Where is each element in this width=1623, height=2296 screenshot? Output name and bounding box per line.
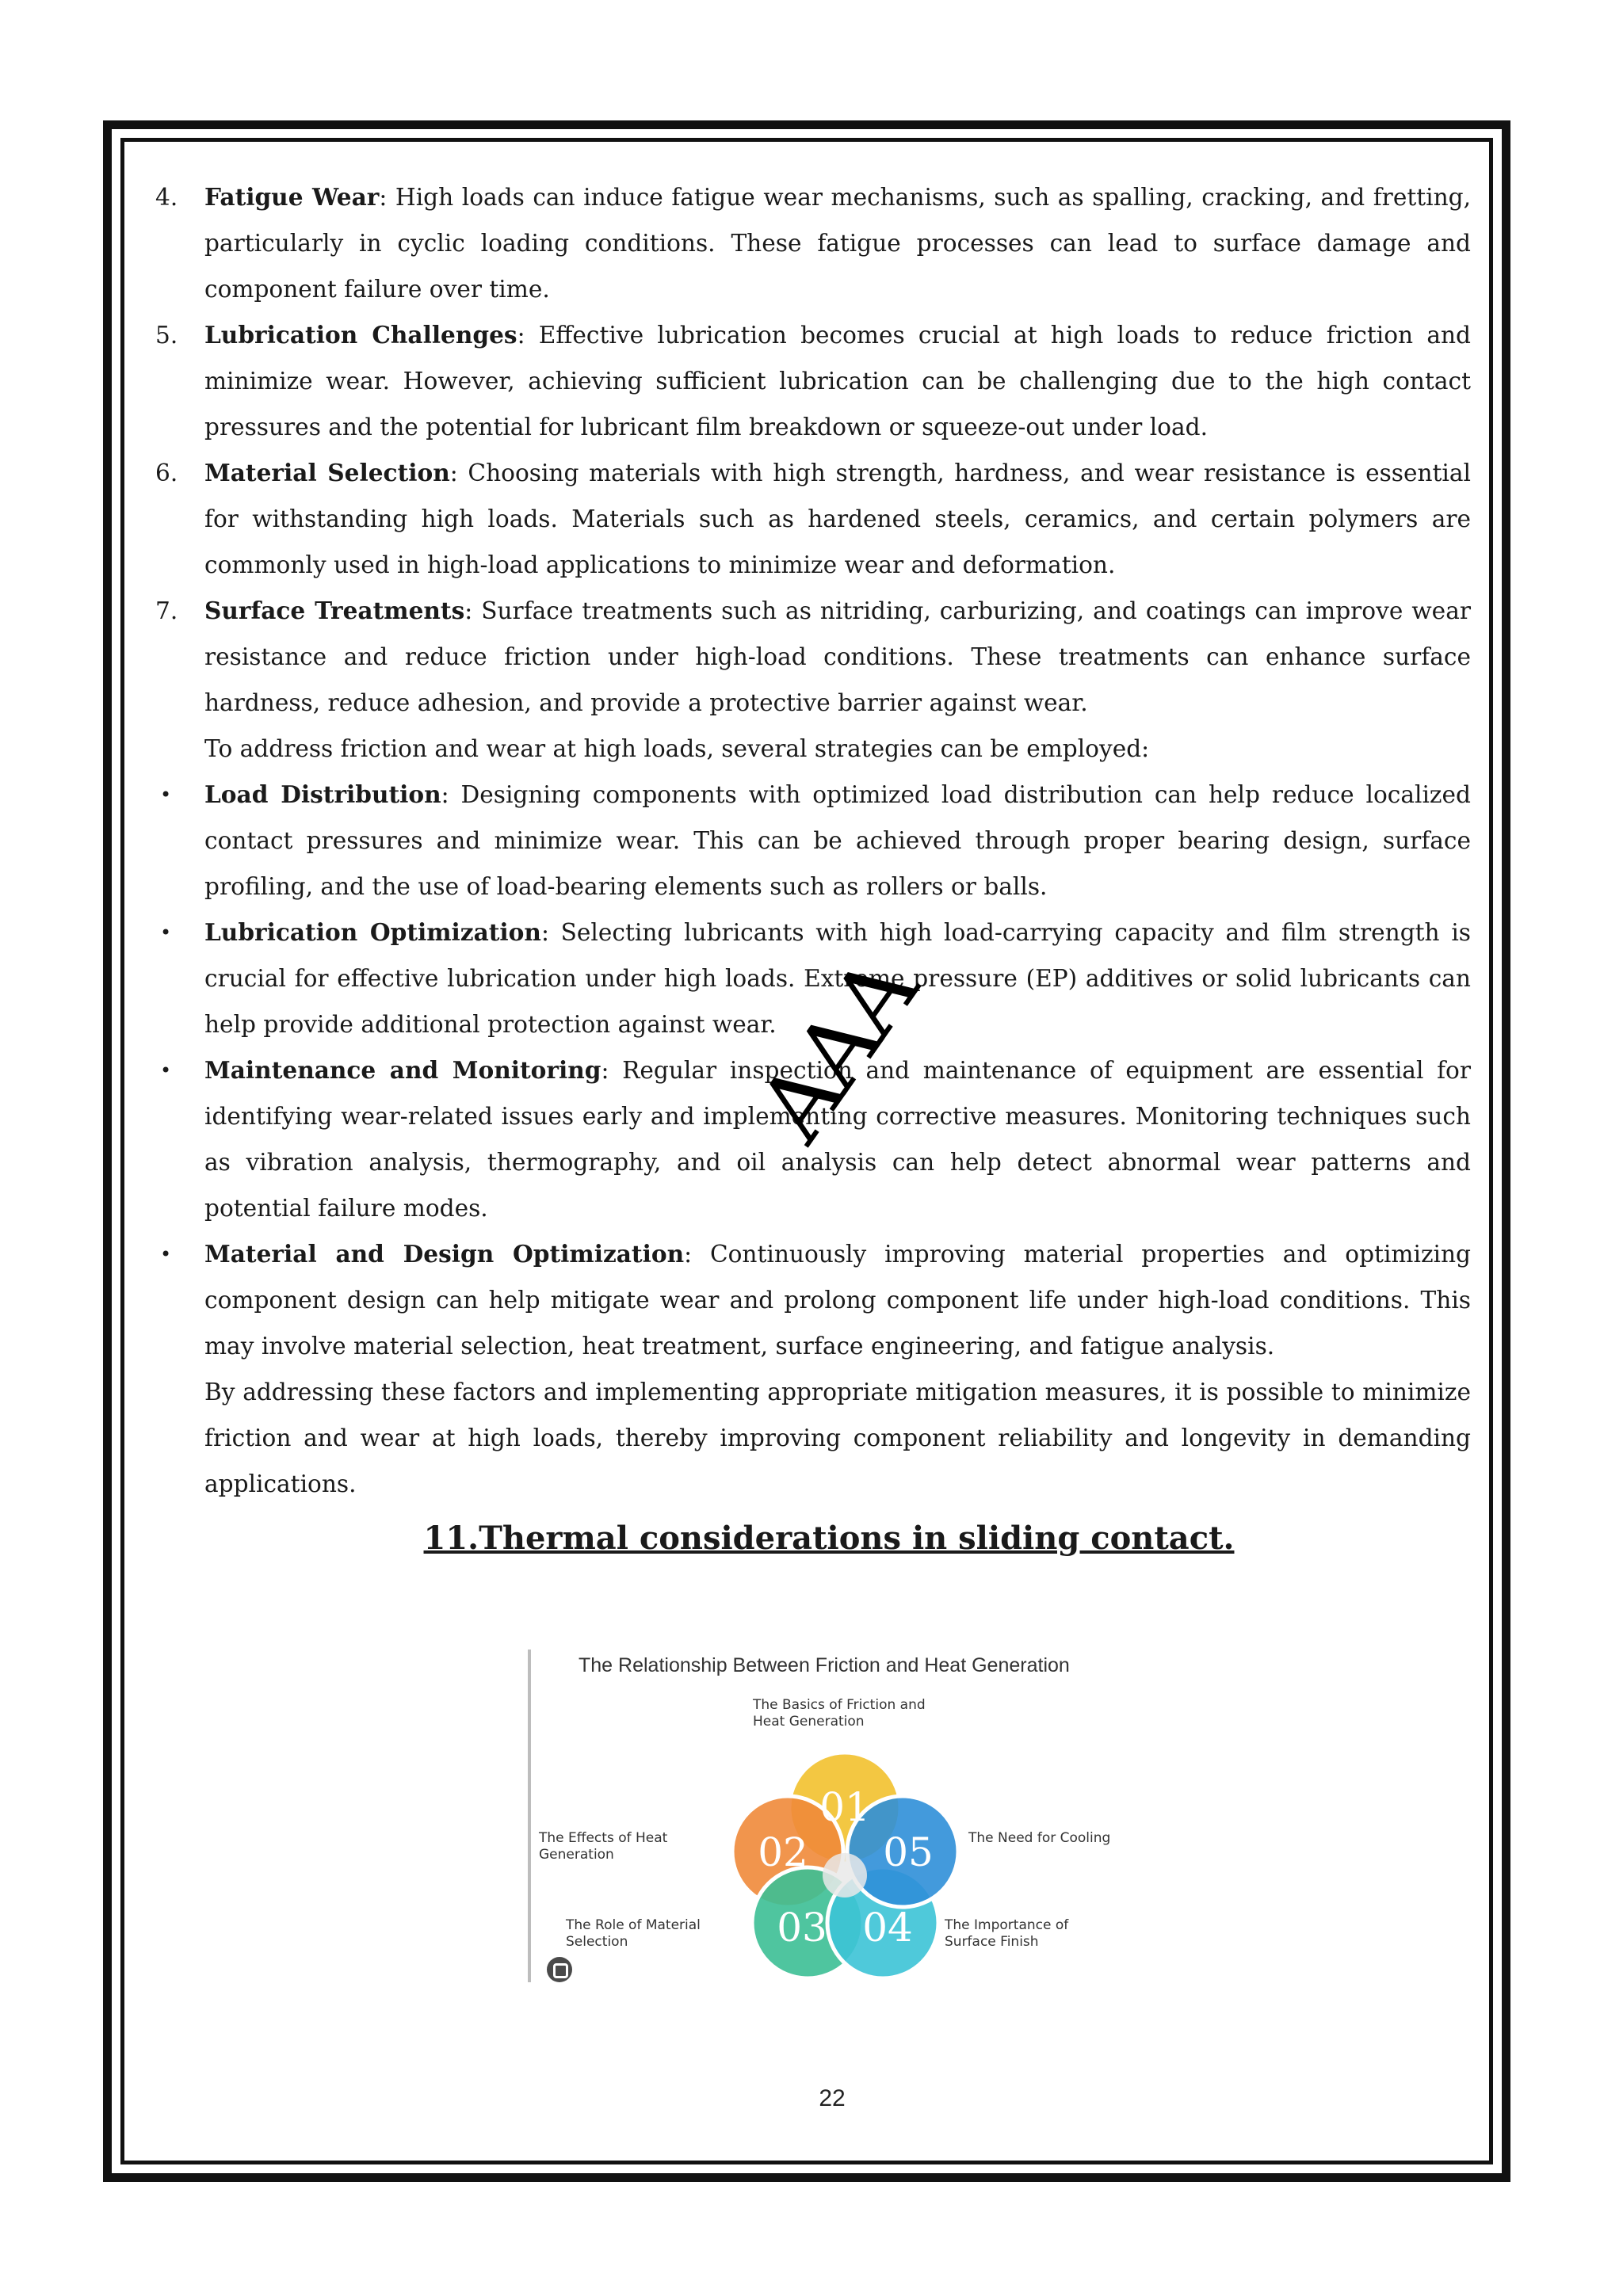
label-effects: The Effects of Heat Generation [539,1830,668,1863]
section-heading: 11.Thermal considerations in sliding contact. [423,1520,1235,1557]
list-term: Surface Treatments [204,597,465,624]
petal-number-04: 04 [862,1905,913,1951]
bullet-item [155,1231,1471,1369]
bullet-icon: • [160,1243,172,1265]
list-term: Fatigue Wear [204,183,380,211]
label-basics: The Basics of Friction and Heat Generation [753,1697,926,1730]
list-item [155,174,1471,312]
petal-diagram [528,1650,1114,1982]
page-number: 22 [819,2085,846,2111]
list-number: 4. [155,184,178,211]
bullet-icon: • [160,1059,172,1081]
list-item [155,312,1471,450]
list-term: Lubrication Challenges [204,321,517,349]
page-content [155,174,1471,1561]
bullet-text: : Designing components with optimized load distribution can help reduce localized contact pressures and minimize wear. This can be achieved through proper bearing design, surface profiling, and the use of load-bearing elements such as rollers or balls. [204,781,1471,900]
list-text: : Choosing materials with high strength, hardness, and wear resistance is essential for withstanding high loads. Materials such as hardened steels, ceramics, and certain polymers are commonly used in high-load applications to minimize wear and deformation. [204,460,1471,578]
bullet-text: : Continuously improving material properties and optimizing component design can help mitigate wear and prolong component life under high-load conditions. This may involve material selection, heat treatment, surface engineering, and fatigue analysis. [204,1241,1472,1360]
label-material: The Role of Material Selection [566,1917,701,1950]
list-item [155,588,1471,726]
bullet-term: Lubrication Optimization [204,918,541,946]
strategies-intro: To address friction and wear at high loads, several strategies can be employed: [204,735,1150,762]
list-number: 6. [155,460,178,486]
petal-number-02: 02 [758,1829,808,1875]
bullet-text: : Selecting lubricants with high load-carrying capacity and film strength is crucial for effective lubrication under high loads. Extreme pressure (EP) additives or solid lubricants can help provide additional protection against wear. [204,919,1471,1038]
list-text: : Surface treatments such as nitriding, carburizing, and coatings can improve wear resistance and reduce friction under high-load conditions. These treatments can enhance surface hardness, reduce adhesion, and provide a protective barrier against wear. [204,597,1471,716]
bullet-item [155,772,1471,910]
bullet-term: Material and Design Optimization [204,1240,685,1268]
label-cooling: The Need for Cooling [968,1830,1111,1846]
bullet-icon: • [160,784,172,806]
list-item [155,450,1471,588]
watermark: AAA [737,939,938,1161]
bullet-term: Maintenance and Monitoring [204,1056,601,1084]
petal-center [823,1853,867,1897]
conclusion-paragraph: By addressing these factors and implementing appropriate mitigation measures, it is possible to minimize friction and wear at high loads, thereby improving component reliability and longevity in demanding applications. [204,1379,1471,1497]
list-text: : High loads can induce fatigue wear mechanisms, such as spalling, cracking, and fretting, particularly in cyclic loading conditions. These fatigue processes can lead to surface damage and component failure over time. [204,184,1471,303]
image-search-icon[interactable] [547,1957,572,1982]
list-text: : Effective lubrication becomes crucial at high loads to reduce friction and minimize wear. However, achieving sufficient lubrication can be challenging due to the high contact pressures and the potential for lubricant film breakdown or squeeze-out under load. [204,322,1471,441]
petal-number-03: 03 [777,1905,827,1951]
bullet-icon: • [160,921,172,944]
bullet-term: Load Distribution [204,780,441,808]
list-term: Material Selection [204,459,450,486]
list-number: 5. [155,322,178,349]
list-number: 7. [155,597,178,624]
bullet-text: : Regular inspection and maintenance of equipment are essential for identifying wear-related issues early and implementing corrective measures. Monitoring techniques such as vibration analysis, thermography, and oil analysis can help detect abnormal wear patterns and potential failure modes. [204,1057,1471,1222]
petal-number-01: 01 [819,1784,870,1830]
petal-number-05: 05 [883,1829,934,1875]
label-finish: The Importance of Surface Finish [945,1917,1069,1950]
infographic-title: The Relationship Between Friction and Heat Generation [579,1654,1070,1676]
infographic-image [528,1650,1114,1982]
